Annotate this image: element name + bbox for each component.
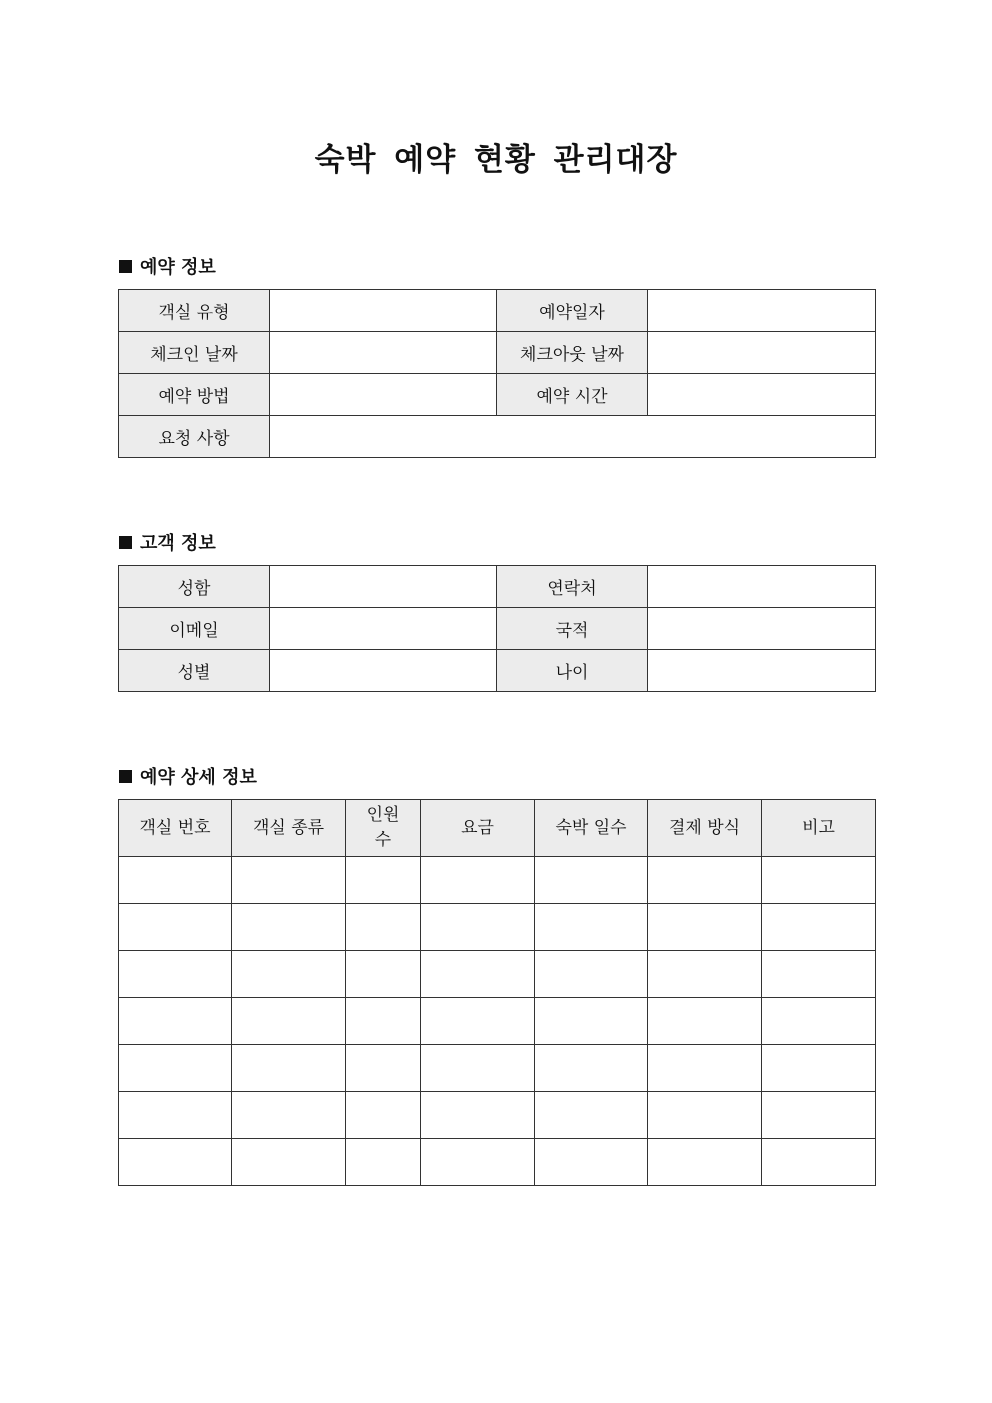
table-cell[interactable] [421,904,535,951]
column-header-guests-line1: 인원 [366,805,400,826]
age-label: 나이 [497,650,648,692]
column-header-rate: 요금 [421,800,535,857]
table-cell[interactable] [119,904,232,951]
table-row [119,566,876,608]
square-bullet-icon [119,770,132,783]
table-cell[interactable] [421,1139,535,1186]
reservation-info-table [118,289,876,458]
table-cell[interactable] [648,951,762,998]
email-field[interactable] [270,608,497,650]
table-cell[interactable] [535,857,648,904]
name-field[interactable] [270,566,497,608]
table-row [119,951,876,998]
email-label: 이메일 [119,608,270,650]
table-cell[interactable] [346,904,421,951]
table-cell[interactable] [119,1092,232,1139]
table-cell[interactable] [762,1139,876,1186]
table-cell[interactable] [346,857,421,904]
checkout-date-field[interactable] [648,332,876,374]
square-bullet-icon [119,536,132,549]
table-row [119,416,876,458]
table-cell[interactable] [421,1092,535,1139]
table-cell[interactable] [119,1045,232,1092]
table-cell[interactable] [232,857,346,904]
request-label: 요청 사항 [119,416,270,458]
age-field[interactable] [648,650,876,692]
table-cell[interactable] [762,951,876,998]
table-cell[interactable] [648,1045,762,1092]
table-cell[interactable] [346,951,421,998]
table-cell[interactable] [232,1139,346,1186]
table-cell[interactable] [119,1139,232,1186]
table-cell[interactable] [421,1045,535,1092]
name-label: 성함 [119,566,270,608]
table-cell[interactable] [346,1139,421,1186]
checkin-date-label: 체크인 날짜 [119,332,270,374]
section-heading-details [119,763,257,789]
reservation-time-field[interactable] [648,374,876,416]
table-cell[interactable] [346,998,421,1045]
table-cell[interactable] [421,951,535,998]
table-cell[interactable] [232,904,346,951]
section-heading-reservation [119,253,216,279]
reservation-method-label: 예약 방법 [119,374,270,416]
table-cell[interactable] [346,1092,421,1139]
table-row [119,332,876,374]
section-heading-text: 예약 상세 정보 [140,767,257,788]
table-row [119,998,876,1045]
column-header-remarks: 비고 [762,800,876,857]
table-cell[interactable] [648,1092,762,1139]
section-heading-text: 예약 정보 [140,257,216,278]
table-row [119,904,876,951]
table-row [119,374,876,416]
table-cell[interactable] [535,904,648,951]
gender-label: 성별 [119,650,270,692]
table-row [119,290,876,332]
column-header-payment: 결제 방식 [648,800,762,857]
reservation-method-field[interactable] [270,374,497,416]
section-heading-guest [119,529,216,555]
table-cell[interactable] [648,998,762,1045]
table-cell[interactable] [535,998,648,1045]
table-cell[interactable] [232,1092,346,1139]
column-header-guests-line2: 수 [374,830,392,850]
guest-info-table [118,565,876,692]
checkin-date-field[interactable] [270,332,497,374]
reservation-time-label: 예약 시간 [497,374,648,416]
table-cell[interactable] [346,1045,421,1092]
table-row [119,608,876,650]
table-row [119,1139,876,1186]
table-cell[interactable] [232,951,346,998]
table-cell[interactable] [119,951,232,998]
gender-field[interactable] [270,650,497,692]
table-cell[interactable] [762,1092,876,1139]
room-type-label: 객실 유형 [119,290,270,332]
table-header-row [119,800,876,857]
detail-table-body [119,857,876,1186]
page-title: 숙박 예약 현황 관리대장 [314,142,678,178]
reservation-detail-table [118,799,876,1186]
checkout-date-label: 체크아웃 날짜 [497,332,648,374]
room-type-field[interactable] [270,290,497,332]
square-bullet-icon [119,260,132,273]
table-cell[interactable] [762,1045,876,1092]
reservation-date-field[interactable] [648,290,876,332]
table-row [119,650,876,692]
table-cell[interactable] [762,998,876,1045]
column-header-room-number: 객실 번호 [119,800,232,857]
table-row [119,1092,876,1139]
table-cell[interactable] [119,998,232,1045]
table-cell[interactable] [762,857,876,904]
table-cell[interactable] [232,998,346,1045]
table-cell[interactable] [421,998,535,1045]
request-field[interactable] [270,416,876,458]
table-cell[interactable] [648,857,762,904]
table-cell[interactable] [762,904,876,951]
nationality-label: 국적 [497,608,648,650]
column-header-room-kind: 객실 종류 [232,800,346,857]
table-cell[interactable] [648,904,762,951]
table-row [119,1045,876,1092]
reservation-date-label: 예약일자 [497,290,648,332]
column-header-nights: 숙박 일수 [535,800,648,857]
table-cell[interactable] [232,1045,346,1092]
nationality-field[interactable] [648,608,876,650]
table-cell[interactable] [421,857,535,904]
table-row [119,857,876,904]
table-cell[interactable] [648,1139,762,1186]
table-cell[interactable] [535,1139,648,1186]
contact-field[interactable] [648,566,876,608]
contact-label: 연락처 [497,566,648,608]
column-header-guests [346,800,421,857]
table-cell[interactable] [535,1045,648,1092]
section-heading-text: 고객 정보 [140,533,216,554]
table-cell[interactable] [535,951,648,998]
table-cell[interactable] [119,857,232,904]
table-cell[interactable] [535,1092,648,1139]
